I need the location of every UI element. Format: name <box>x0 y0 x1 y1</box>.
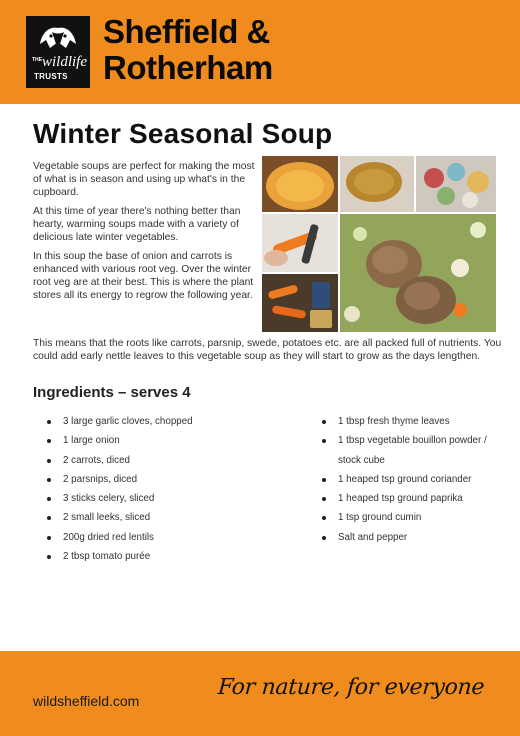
ingredient-item: Salt and pepper <box>322 528 512 547</box>
ingredient-item: 2 carrots, diced <box>47 451 277 470</box>
wildlife-trusts-logo <box>26 16 90 88</box>
ingredient-item: 1 large onion <box>47 431 277 450</box>
footer-banner <box>0 651 520 736</box>
ingredient-item: 2 tbsp tomato purée <box>47 547 277 566</box>
ingredients-list-right <box>322 412 512 547</box>
logo-wildlife: wildlife <box>42 54 87 70</box>
brand-line-1: Sheffield & <box>103 13 270 50</box>
ingredient-item: 2 parsnips, diced <box>47 470 277 489</box>
photo-stock-pot <box>340 156 414 212</box>
ingredient-item: 1 tbsp vegetable bouillon powder / stock cube <box>322 431 512 470</box>
ingredient-item: 1 heaped tsp ground coriander <box>322 470 512 489</box>
intro-paragraph: At this time of year there's nothing better than hearty, warming soups made with a variety of delicious late winter vegetables. <box>33 206 241 243</box>
website-link[interactable]: wildsheffield.com <box>33 693 140 709</box>
photo-painted-stones <box>416 156 496 212</box>
badger-icon <box>36 22 80 54</box>
nutrient-paragraph: This means that the roots like carrots, parsnip, swede, potatoes etc. are all packed full of nutrients. You could add early nettle leaves to this vegetable soup as they will start to grow as the days lengthen. <box>33 338 502 362</box>
photo-veg-and-spices <box>262 274 338 332</box>
ingredient-item: 3 sticks celery, sliced <box>47 489 277 508</box>
photo-peeling-carrot <box>262 214 338 272</box>
ingredient-item: 3 large garlic cloves, chopped <box>47 412 277 431</box>
ingredients-heading: Ingredients – serves 4 <box>33 384 191 401</box>
soup-photo-collage <box>262 156 496 332</box>
logo-the: THE <box>32 57 42 63</box>
ingredient-item: 1 tbsp fresh thyme leaves <box>322 412 512 431</box>
header-banner <box>0 0 520 104</box>
photo-soup-bowl <box>262 156 338 212</box>
ingredient-item: 1 heaped tsp ground paprika <box>322 489 512 508</box>
photo-root-veg-pan <box>340 214 496 332</box>
page-title: Winter Seasonal Soup <box>33 118 333 149</box>
ingredient-item: 1 tsp ground cumin <box>322 508 512 527</box>
brand-line-2: Rotherham <box>103 49 273 86</box>
logo-trusts: TRUSTS <box>34 72 68 81</box>
intro-paragraph: In this soup the base of onion and carrots is enhanced with various root veg. Over the winter root veg are at their best. This is where the plant stores all its energy to regrow the following year. <box>33 251 254 301</box>
intro-paragraph: Vegetable soups are perfect for making the most of what is in season and using up what's in the cupboard. <box>33 161 255 198</box>
ingredients-list-left <box>47 412 277 566</box>
ingredient-item: 200g dried red lentils <box>47 528 277 547</box>
brand-name <box>103 14 273 86</box>
ingredient-item: 2 small leeks, sliced <box>47 508 277 527</box>
intro-text <box>33 160 255 308</box>
slogan: For nature, for everyone <box>217 675 486 700</box>
